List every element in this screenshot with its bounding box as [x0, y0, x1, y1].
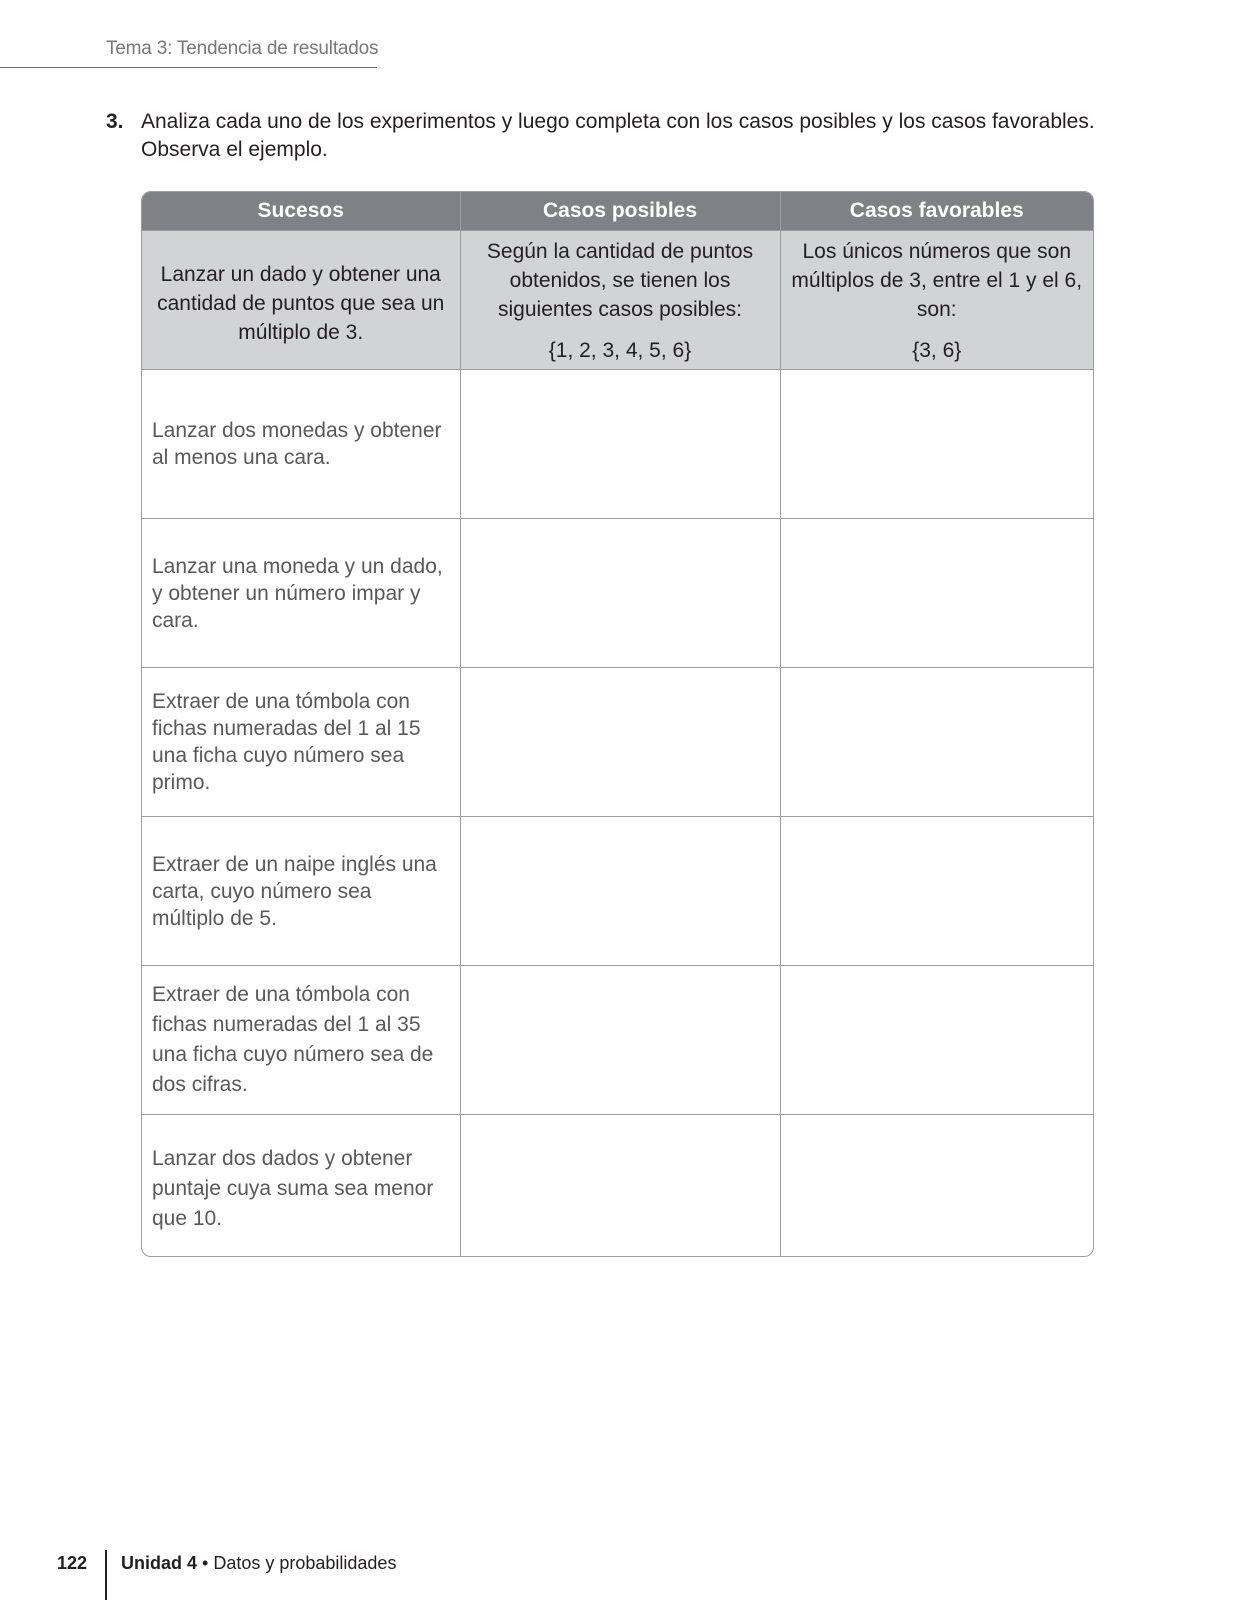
possible-cases-answer[interactable]: [460, 966, 780, 1115]
table-row: [142, 668, 1093, 817]
example-favorable-cell: [780, 231, 1093, 370]
event-cell: Extraer de una tómbola con fichas numeradas del 1 al 15 una ficha cuyo número sea primo.: [142, 668, 460, 817]
table-row: [142, 370, 1093, 519]
running-head: Tema 3: Tendencia de resultados: [106, 38, 379, 59]
page-number: 122: [57, 1553, 88, 1573]
table-row: [142, 519, 1093, 668]
event-cell: Extraer de un naipe inglés una carta, cuyo número sea múltiplo de 5.: [142, 817, 460, 966]
possible-cases-answer[interactable]: [460, 817, 780, 966]
header-rule: [0, 67, 377, 68]
footer-unit: [121, 1553, 396, 1574]
example-event-cell: [142, 231, 460, 370]
favorable-cases-answer[interactable]: [780, 1115, 1093, 1258]
column-header-sucesos: Sucesos: [142, 192, 460, 231]
favorable-cases-answer[interactable]: [780, 817, 1093, 966]
possible-cases-answer[interactable]: [460, 519, 780, 668]
favorable-cases-answer[interactable]: [780, 668, 1093, 817]
possible-cases-answer[interactable]: [460, 370, 780, 519]
favorable-cases-answer[interactable]: [780, 966, 1093, 1115]
column-header-casos-posibles: Casos posibles: [460, 192, 780, 231]
example-possible-set: {1, 2, 3, 4, 5, 6}: [548, 339, 692, 362]
table-row: [142, 1115, 1093, 1258]
unit-separator: •: [197, 1553, 214, 1573]
example-event: Lanzar un dado y obtener una cantidad de puntos que sea un múltiplo de 3.: [157, 262, 445, 344]
event-cell: Lanzar una moneda y un dado, y obtener un número impar y cara.: [142, 519, 460, 668]
unit-label: Unidad 4: [121, 1553, 198, 1573]
possible-cases-answer[interactable]: [460, 1115, 780, 1258]
probability-table: [141, 191, 1094, 1257]
footer-divider: [105, 1550, 107, 1600]
possible-cases-answer[interactable]: [460, 668, 780, 817]
exercise-instruction: [106, 108, 1136, 164]
table-row: [142, 817, 1093, 966]
table-row: [142, 966, 1093, 1115]
event-cell: Lanzar dos monedas y obtener al menos una cara.: [142, 370, 460, 519]
unit-title: Datos y probabilidades: [213, 1553, 397, 1573]
example-possible-text: Según la cantidad de puntos obtenidos, se tienen los siguientes casos posibles:: [486, 240, 754, 321]
example-row: [142, 231, 1093, 370]
event-cell: Lanzar dos dados y obtener puntaje cuya suma sea menor que 10.: [142, 1115, 460, 1258]
favorable-cases-answer[interactable]: [780, 370, 1093, 519]
example-favorable-text: Los únicos números que son múltiplos de 3, entre el 1 y el 6, son:: [791, 240, 1083, 321]
example-possible-cell: [460, 231, 780, 370]
favorable-cases-answer[interactable]: [780, 519, 1093, 668]
exercise-text: Analiza cada uno de los experimentos y luego completa con los casos posibles y los casos favorables. Observa el ejemplo.: [141, 110, 1095, 161]
event-cell: Extraer de una tómbola con fichas numeradas del 1 al 35 una ficha cuyo número sea de dos cifras.: [142, 966, 460, 1115]
table-header-row: [142, 192, 1093, 231]
exercise-number: 3.: [106, 110, 124, 133]
example-favorable-set: {3, 6}: [912, 339, 962, 362]
column-header-casos-favorables: Casos favorables: [780, 192, 1093, 231]
